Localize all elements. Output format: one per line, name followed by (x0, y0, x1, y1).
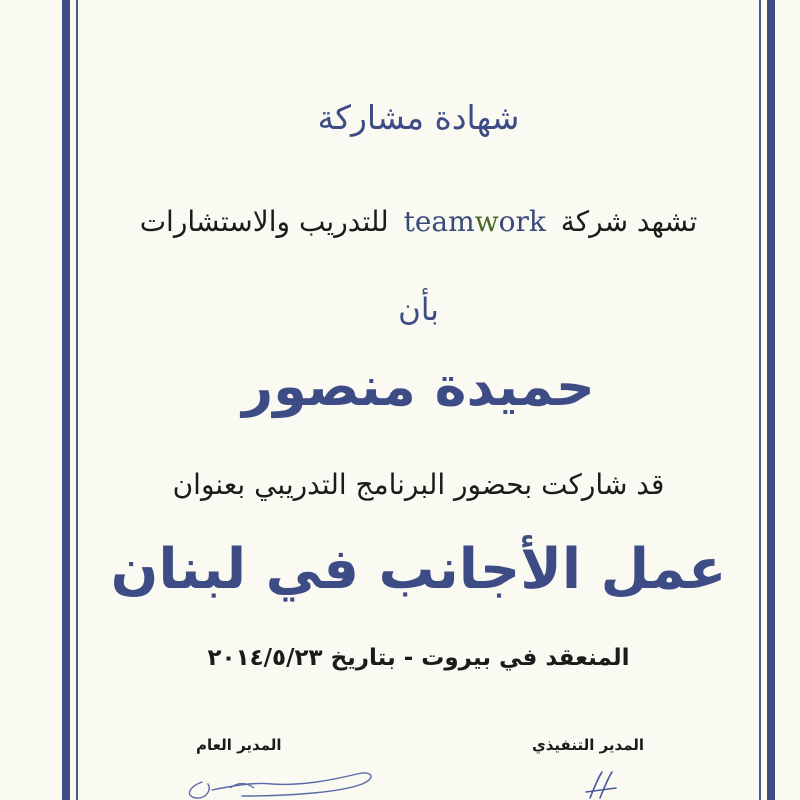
program-title: عمل الأجانب في لبنان (110, 537, 727, 602)
venue-date: المنعقد في بيروت - بتاريخ ٢٠١٤/٥/٢٣ (207, 645, 630, 671)
brand-letter-w: w (474, 205, 499, 238)
executive-manager-signature (572, 770, 632, 800)
testifies-line (78, 205, 759, 238)
testifies-after: للتدريب والاستشارات (139, 205, 389, 238)
that-word: بأن (398, 292, 439, 328)
general-manager-signature (172, 760, 382, 800)
company-brand: teamwork (403, 205, 546, 238)
general-manager-label: المدير العام (196, 736, 282, 754)
executive-manager-label: المدير التنفيذي (532, 736, 645, 754)
recipient-name: حميدة منصور (242, 355, 595, 418)
attended-line: قد شاركت بحضور البرنامج التدريبي بعنوان (172, 468, 665, 501)
certificate-title: شهادة مشاركة (317, 98, 520, 137)
testifies-before: تشهد شركة (560, 205, 698, 238)
